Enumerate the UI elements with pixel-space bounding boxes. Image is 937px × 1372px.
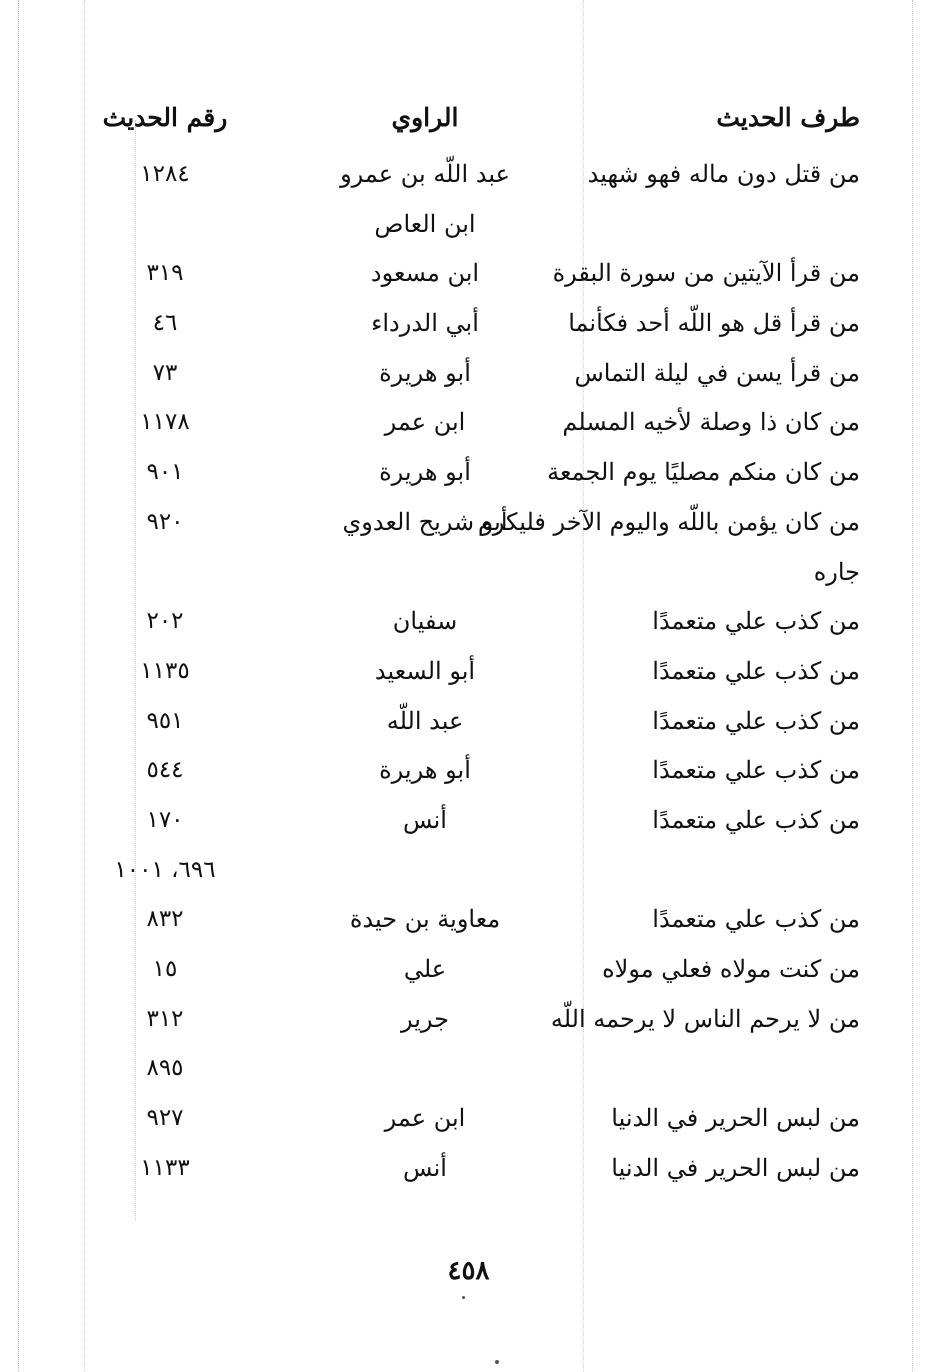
table-row bbox=[100, 398, 860, 448]
narrator-cell: عبد اللّه bbox=[386, 706, 464, 735]
number-cell: ١١٣٥ bbox=[140, 657, 190, 684]
narrator-cell: أنس bbox=[403, 805, 447, 834]
narrator-cell: ابن مسعود bbox=[370, 259, 480, 288]
number-cell: ٦٩٦، ١٠٠١ bbox=[114, 856, 216, 883]
table-row bbox=[100, 150, 860, 200]
number-cell: ٣١٩ bbox=[146, 260, 184, 287]
number-cell: ٣١٢ bbox=[146, 1005, 184, 1032]
number-cell: ٢٠٢ bbox=[146, 608, 184, 635]
hadith-cell: من كنت مولاه فعلي مولاه bbox=[602, 955, 860, 983]
scan-artifact-line bbox=[18, 0, 19, 1372]
hadith-cell: من قتل دون ماله فهو شهيد bbox=[587, 160, 860, 188]
hadith-cell: من قرأ الآيتين من سورة البقرة bbox=[552, 259, 860, 288]
number-cell: ٩٠١ bbox=[146, 459, 184, 486]
narrator-cell: أبو هريرة bbox=[379, 358, 471, 387]
header-number: رقم الحديث bbox=[102, 103, 228, 132]
scan-speck bbox=[495, 1360, 499, 1364]
narrator-cell: أبو هريرة bbox=[379, 458, 471, 487]
hadith-cell: من كان ذا وصلة لأخيه المسلم bbox=[562, 408, 860, 437]
narrator-cell: ابن عمر bbox=[384, 1104, 466, 1133]
table-row bbox=[100, 796, 860, 846]
narrator-cell: علي bbox=[403, 955, 447, 983]
narrator-cell: أبو السعيد bbox=[374, 656, 476, 685]
table-row bbox=[100, 498, 860, 548]
table-body bbox=[100, 150, 860, 1193]
hadith-cell: من كان منكم مصليًا يوم الجمعة bbox=[547, 458, 860, 487]
hadith-cell: من كذب علي متعمدًا bbox=[652, 905, 860, 934]
number-cell: ١١٣٣ bbox=[140, 1154, 190, 1181]
header-narrator: الراوي bbox=[391, 103, 459, 132]
table-row bbox=[100, 1094, 860, 1144]
hadith-cell: من لبس الحرير في الدنيا bbox=[611, 1104, 860, 1133]
hadith-cell: من قرأ يسن في ليلة التماس bbox=[574, 358, 860, 387]
header-hadith: طرف الحديث bbox=[716, 103, 860, 132]
table-row bbox=[100, 895, 860, 945]
number-cell: ١٢٨٤ bbox=[140, 161, 190, 187]
hadith-cell: من كذب علي متعمدًا bbox=[652, 805, 860, 834]
table-row bbox=[100, 249, 860, 299]
table-row bbox=[100, 299, 860, 349]
narrator-cell: سفيان bbox=[392, 607, 458, 636]
narrator-cell: معاوية بن حيدة bbox=[349, 905, 501, 934]
table-row bbox=[100, 548, 860, 598]
table-row bbox=[100, 846, 860, 896]
table-row bbox=[100, 945, 860, 995]
hadith-cell: من كذب علي متعمدًا bbox=[652, 706, 860, 735]
number-cell: ٧٣ bbox=[152, 359, 178, 386]
scan-speck bbox=[462, 1296, 465, 1299]
table-row bbox=[100, 200, 860, 250]
number-cell: ٩٥١ bbox=[146, 707, 184, 734]
narrator-cell: جرير bbox=[401, 1004, 449, 1033]
hadith-cell: من كذب علي متعمدًا bbox=[652, 656, 860, 685]
narrator-cell: أبي الدرداء bbox=[371, 309, 479, 338]
narrator-cell: أنس bbox=[403, 1153, 447, 1182]
hadith-cell: من قرأ قل هو اللّه أحد فكأنما bbox=[568, 309, 860, 338]
page-number: ٤٥٨ bbox=[447, 1256, 490, 1286]
table-row bbox=[100, 349, 860, 399]
hadith-cell: من لبس الحرير في الدنيا bbox=[611, 1153, 860, 1182]
hadith-cell: من كذب علي متعمدًا bbox=[652, 756, 860, 785]
table-header-row bbox=[100, 92, 860, 150]
hadith-cell: من كان يؤمن باللّه واليوم الآخر فليكرم bbox=[477, 507, 860, 536]
scan-artifact-line bbox=[84, 0, 85, 1372]
table-row bbox=[100, 1144, 860, 1194]
hadith-cell: جاره bbox=[813, 557, 860, 586]
number-cell: ٩٢٠ bbox=[146, 508, 184, 535]
table-row bbox=[100, 746, 860, 796]
table-row bbox=[100, 647, 860, 697]
hadith-cell: من لا يرحم الناس لا يرحمه اللّه bbox=[550, 1004, 860, 1033]
number-cell: ٤٦ bbox=[152, 310, 178, 337]
table-row bbox=[100, 1044, 860, 1094]
number-cell: ٨٣٢ bbox=[146, 906, 184, 933]
number-cell: ٥٤٤ bbox=[146, 757, 184, 784]
number-cell: ١٥ bbox=[152, 956, 178, 982]
hadith-cell: من كذب علي متعمدًا bbox=[652, 607, 860, 636]
table-row bbox=[100, 697, 860, 747]
number-cell: ١٧٠ bbox=[146, 806, 184, 833]
narrator-cell: عبد اللّه بن عمرو bbox=[340, 160, 510, 188]
narrator-cell: ابن العاص bbox=[374, 209, 476, 238]
narrator-cell: أبو شريح العدوي bbox=[342, 507, 508, 536]
table-row bbox=[100, 448, 860, 498]
hadith-index-table bbox=[100, 92, 860, 1193]
narrator-cell: ابن عمر bbox=[384, 408, 466, 437]
number-cell: ٩٢٧ bbox=[146, 1105, 184, 1132]
number-cell: ١١٧٨ bbox=[140, 409, 190, 436]
number-cell: ٨٩٥ bbox=[146, 1055, 184, 1082]
table-row bbox=[100, 597, 860, 647]
table-row bbox=[100, 995, 860, 1045]
scan-artifact-line bbox=[912, 0, 913, 1372]
narrator-cell: أبو هريرة bbox=[379, 756, 471, 785]
